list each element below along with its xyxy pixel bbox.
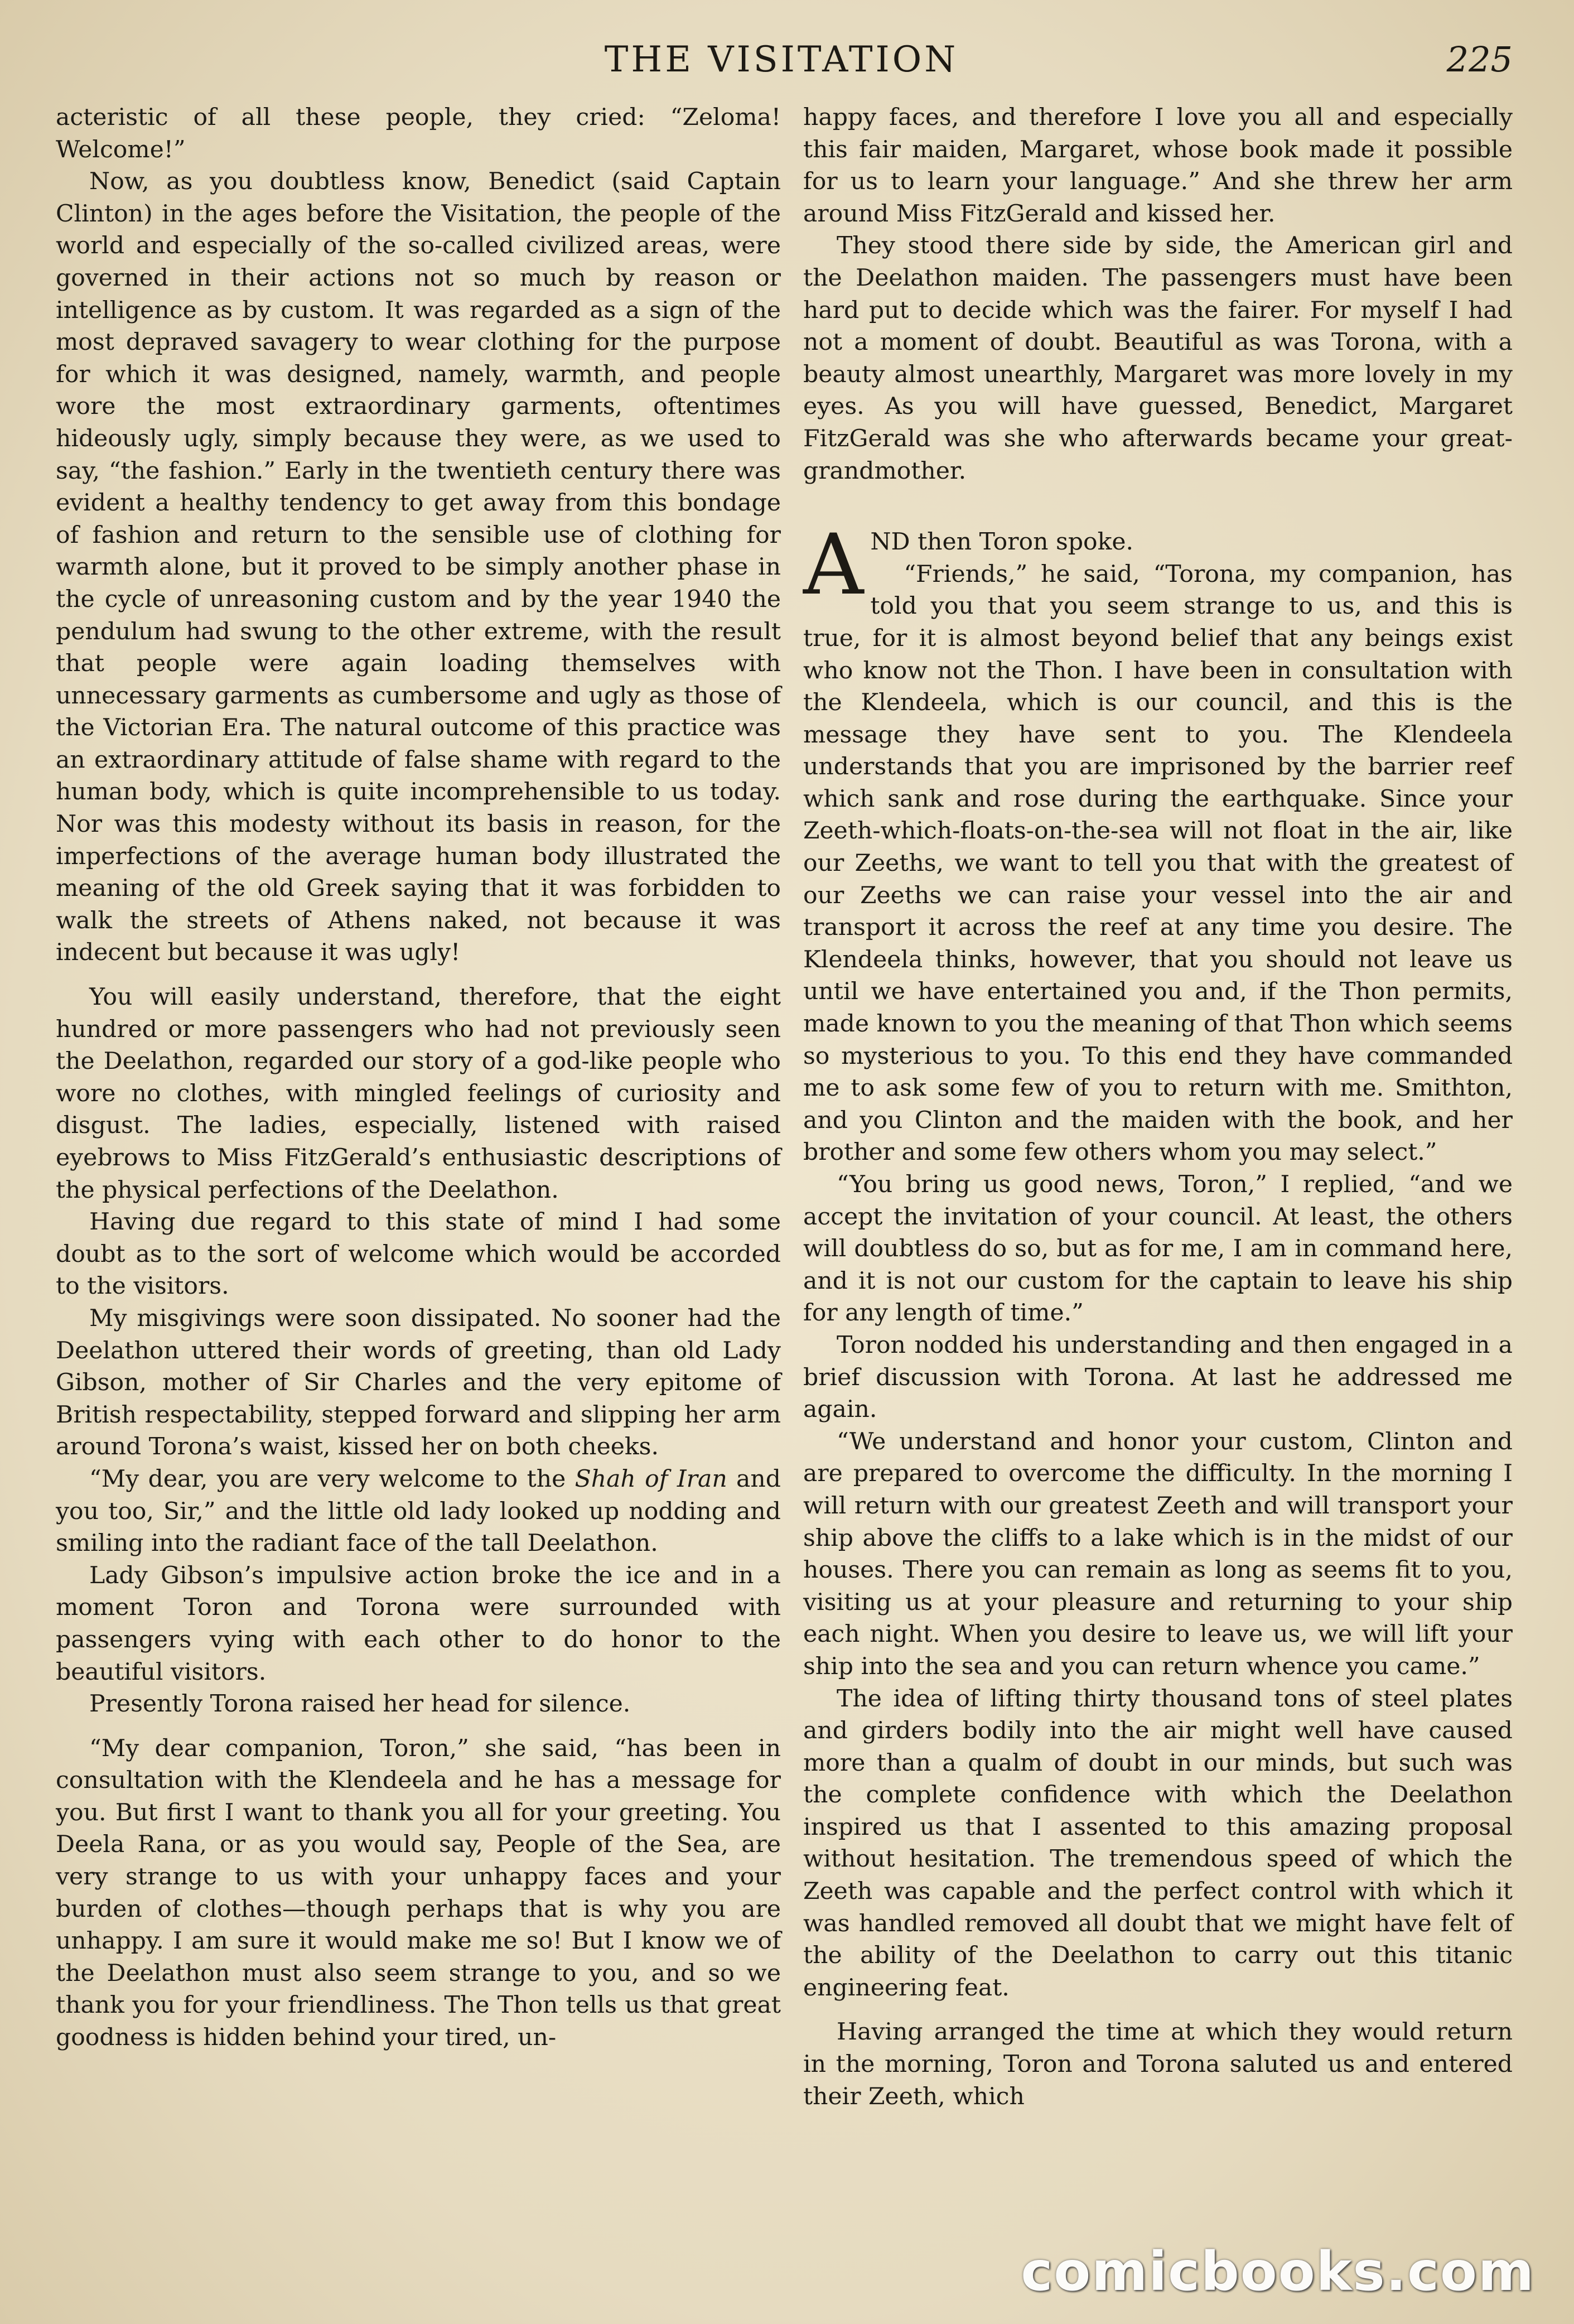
page-number: 225: [1446, 39, 1513, 80]
ship-name: Shah of Iran: [574, 1465, 727, 1493]
paragraph: Toron nodded his understanding and then engaged in a brief discussion with Torona. At last he addressed me again.: [803, 1331, 1513, 1424]
watermark-logo: comicbooks.com: [1021, 2240, 1535, 2303]
section-opening: AND then Toron spoke.: [803, 517, 1134, 614]
paragraph: “My dear companion, Toron,” she said, “has been in consultation with the Klendeela and he has a message for you. But first I want to thank you all for your greeting. You Deela Rana, or as you would say, People of the Sea, are very strange to us with your unhappy faces and your burden of clothes—though perhaps that is why you are unhappy. I am sure it would make me so! But I know we of the Deelathon must also seem strange to you, and so we thank you for your friendliness. The Thon tells us that great goodness is hidden behind your tired, un-: [56, 1734, 781, 2052]
running-header: [50, 39, 1513, 95]
right-column: [803, 102, 1513, 2113]
paragraph: Now, as you doubtless know, Benedict (said Captain Clinton) in the ages before the Visitation, the people of the world and especially of the so-called civilized areas, were governed in their actions not so much by reason or intelligence as by custom. It was regarded as a sign of the most depraved savagery to wear clothing for the purpose for which it was designed, namely, warmth, and people wore the most extraordinary garments, oftentimes hideously ugly, simply because they were, as we used to say, “the fashion.” Early in the twentieth century there was evident a healthy tendency to get away from this bondage of fashion and return to the sensible use of clothing for warmth alone, but it proved to be simply another phase in the cycle of unreasoning custom and by the year 1940 the pendulum had swung to the other extreme, with the result that people were again loading themselves with unnecessary garments as cumbersome and ugly as those of the Victorian Era. The natural outcome of this practice was an extraordinary attitude of false shame with regard to the human body, which is quite incomprehensible to us today. Nor was this modesty without its basis in reason, for the imperfections of the average human body illustrated the meaning of the old Greek saying that it was forbidden to walk the streets of Athens naked, not because it was indecent but because it was ugly!: [56, 168, 781, 967]
paragraph: They stood there side by side, the American girl and the Deelathon maiden. The passengers must have been hard put to decide which was the fairer. For myself I had not a moment of doubt. Beautiful as was Torona, with a beauty almost unearthly, Margaret was more lovely in my eyes. As you will have guessed, Benedict, Margaret FitzGerald was she who afterwards became your great-grandmother.: [803, 232, 1513, 485]
page-title: THE VISITATION: [604, 39, 959, 80]
paragraph: “My dear, you are very welcome to the Shah of Iran and you too, Sir,” and the little old lady looked up nodding and smiling into the radiant face of the tall Deelathon.: [56, 1465, 781, 1558]
paragraph: “You bring us good news, Toron,” I replied, “and we accept the invitation of your council. At least, the others will doubtless do so, but as for me, I am in command here, and it is not our custom for the captain to leave his ship for any length of time.”: [803, 1171, 1513, 1327]
paragraph: Having due regard to this state of mind I had some doubt as to the sort of welcome which would be accorded to the visitors.: [56, 1208, 781, 1300]
paragraph: acteristic of all these people, they cried: “Zeloma! Welcome!”: [56, 104, 781, 163]
paragraph: Having arranged the time at which they would return in the morning, Toron and Torona saluted us and entered their Zeeth, which: [803, 2018, 1513, 2110]
paragraph: “Friends,” he said, “Torona, my companion, has told you that you seem strange to us, and this is true, for it is almost beyond belief that any beings exist who know not the Thon. I have been in consultation with the Klendeela, which is our council, and this is the message they have sent to you. The Klendeela understands that you are imprisoned by the barrier reef which sank and rose during the earthquake. Since your Zeeth-which-floats-on-the-sea will not float in the air, like our Zeeths, we want to tell you that with the greatest of our Zeeths we can raise your vessel into the air and transport it across the reef at any time you desire. The Klendeela thinks, however, that you should not leave us until we have entertained you and, if the Thon permits, made known to you the meaning of that Thon which seems so mysterious to you. To this end they have commanded me to ask some few of you to return with me. Smithton, and you Clinton and the maiden with the book, and her brother and some few others whom you may select.”: [803, 560, 1513, 1166]
paragraph: Presently Torona raised her head for silence.: [89, 1690, 631, 1718]
drop-cap: A: [803, 517, 864, 614]
paragraph: Lady Gibson’s impulsive action broke the ice and in a moment Toron and Torona were surrounded with passengers vying with each other to do honor to the beautiful visitors.: [56, 1561, 781, 1686]
paragraph: My misgivings were soon dissipated. No sooner had the Deelathon uttered their words of greeting, than old Lady Gibson, mother of Sir Charles and the very epitome of British respectability, stepped forward and slipping her arm around Torona’s waist, kissed her on both cheeks.: [56, 1304, 781, 1461]
left-column: [56, 102, 781, 2054]
paragraph: “We understand and honor your custom, Clinton and are prepared to overcome the difficulty. In the morning I will return with our greatest Zeeth and will transport your ship above the cliffs to a lake which is in the midst of our houses. There you can remain as long as seems fit to you, visiting us at your pleasure and returning to your ship each night. When you desire to leave us, we will lift your ship into the sea and you can return whence you came.”: [803, 1428, 1513, 1680]
paragraph: You will easily understand, therefore, that the eight hundred or more passengers who had not previously seen the Deelathon, regarded our story of a god-like people who wore no clothes, with mingled feelings of curiosity and disgust. The ladies, especially, listened with raised eyebrows to Miss FitzGerald’s enthusiastic descriptions of the physical perfections of the Deelathon.: [56, 983, 781, 1204]
paragraph: The idea of lifting thirty thousand tons of steel plates and girders bodily into the air might well have caused more than a qualm of doubt in our minds, but such was the complete confidence with which the Deelathon inspired us that I assented to this amazing proposal without hesitation. The tremendous speed of which the Zeeth was capable and the perfect control with which it was handled removed all doubt that we might have felt of the ability of the Deelathon to carry out this titanic engineering feat.: [803, 1685, 1513, 2002]
paragraph: happy faces, and therefore I love you all and especially this fair maiden, Margaret, whose book made it possible for us to learn your language.” And she threw her arm around Miss FitzGerald and kissed her.: [803, 104, 1513, 228]
